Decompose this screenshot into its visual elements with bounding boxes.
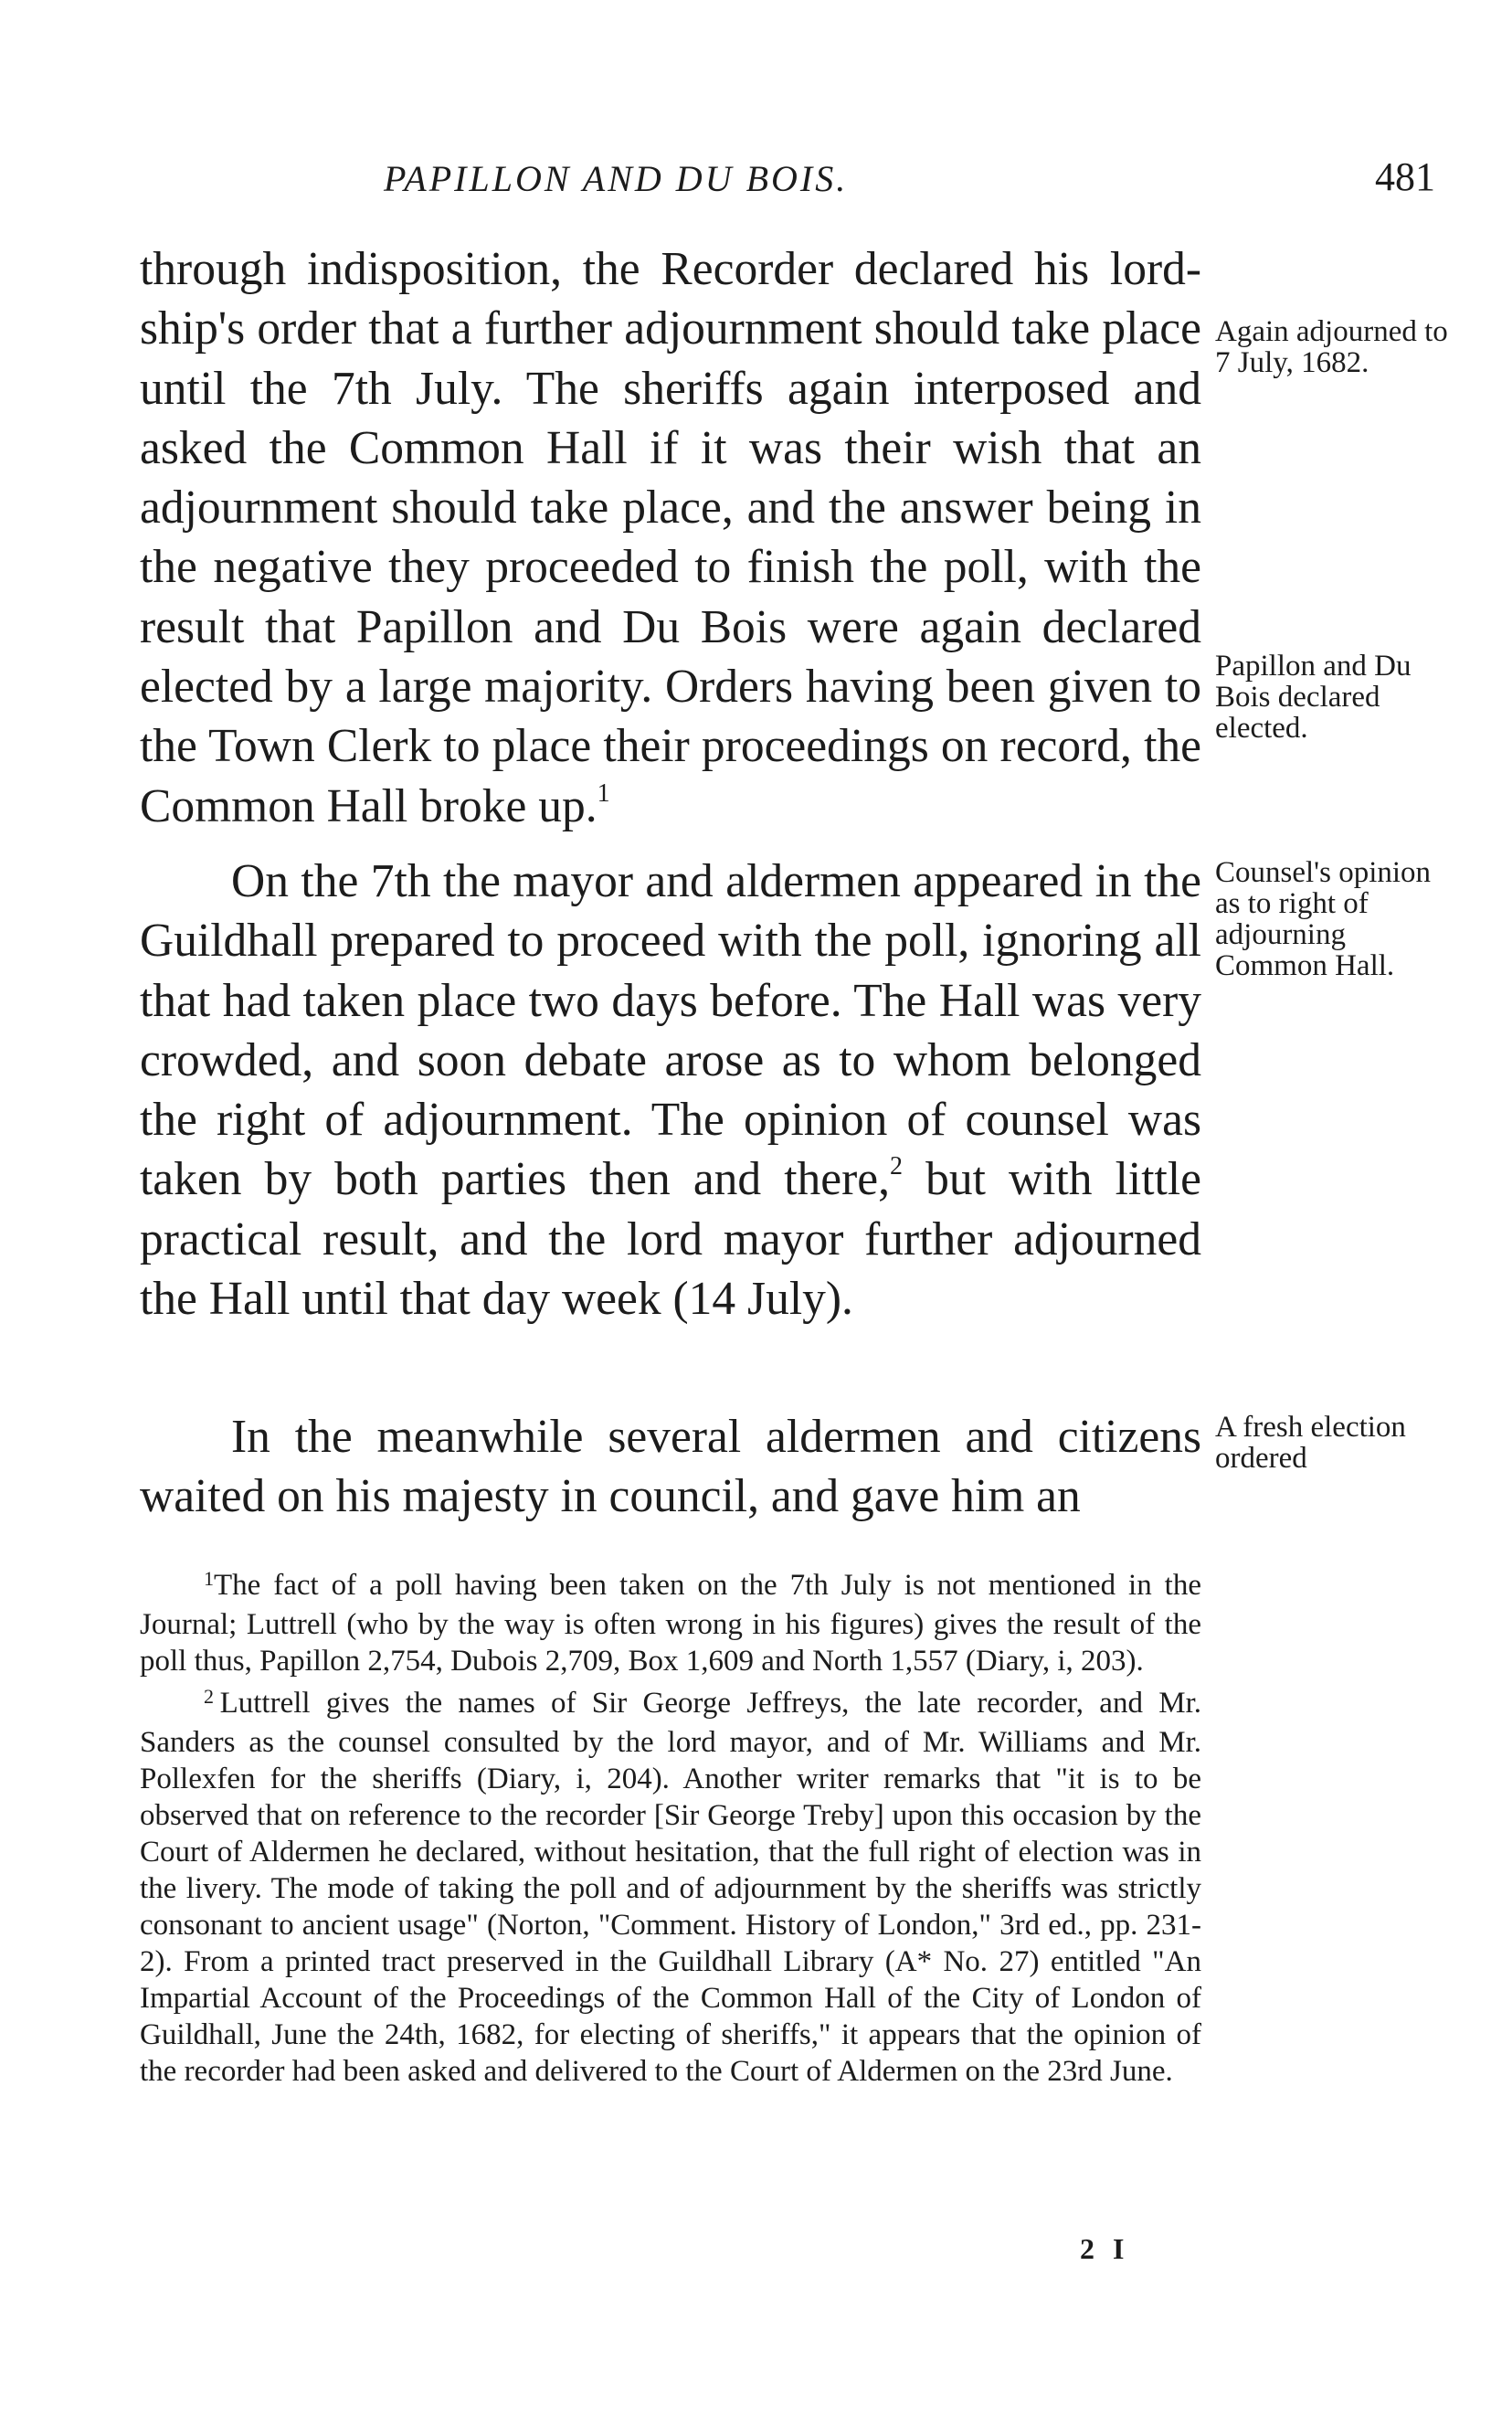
paragraph-text: In the meanwhile several aldermen and citizens waited on his majesty in council, and gave him an (140, 1411, 1201, 1523)
footnote-text: The fact of a poll having been taken on the 7th July is not mentioned in the Journal; Luttrell (who by the way is often wrong in his figures) gives the result of the poll thus, Papillon 2,754, Dubois 2,709, Box 1,609 and North 1,557 (Diary, i, 203). (140, 1569, 1201, 1678)
footnote-2 (140, 1685, 1201, 2090)
body-paragraph-3 (140, 1407, 1201, 1527)
paragraph-text: On the 7th the mayor and aldermen appeared in the Guildhall prepared to proceed with the poll, ignoring all that had taken place two days before. The Hall was very crowded, and soon debate arose as to whom belonged the right of adjournment. The opinion of counsel was taken by both parties then and there, (140, 855, 1201, 1206)
footnote-1 (140, 1567, 1201, 1679)
side-note-adjourned: Again adjourned to 7 July, 1682. (1215, 315, 1448, 379)
footnote-marker: 2 (204, 1685, 214, 1708)
body-paragraph-1 (140, 239, 1201, 836)
footnote-marker: 1 (204, 1567, 214, 1590)
side-note-fresh-election: A fresh election ordered (1215, 1411, 1406, 1475)
running-head: PAPILLON AND DU BOIS. (384, 158, 849, 199)
footnote-ref: 1 (597, 778, 610, 808)
side-note-declared-elected: Papillon and Du Bois declared elected. (1215, 650, 1412, 745)
body-paragraph-2 (140, 852, 1201, 1329)
side-note-counsel-opinion: Counsel's opinion as to right of adjourning Common Hall. (1215, 856, 1432, 982)
paragraph-text-continued: but with little practical result, and the lord mayor further adjourned the Hall until that day week (14 July). (140, 1153, 1201, 1326)
page-number: 481 (1375, 154, 1435, 199)
signature-mark: 2 I (1080, 2232, 1130, 2265)
paragraph-text: through indisposition, the Recorder declared his lord-ship's order that a further adjournment should take place until the 7th July. The sheriffs again interposed and asked the Common Hall if it was their wish that an adjournment should take place, and the answer being in the negative they proceeded to finish the poll, with the result that Papillon and Du Bois were again declared elected by a large majority. Orders having been given to the Town Clerk to place their proceedings on record, the Common Hall broke up. (140, 243, 1201, 832)
footnote-ref: 2 (890, 1152, 904, 1181)
footnotes (140, 1567, 1201, 2095)
footnote-text: Luttrell gives the names of Sir George Jeffreys, the late recorder, and Mr. Sanders as the counsel consulted by the lord mayor, and of Mr. Williams and Mr. Pollexfen for the sheriffs (Diary, i, 204). Another writer remarks that "it is to be observed that on reference to the recorder [Sir George Treby] upon this occasion by the Court of Aldermen he declared, without hesitation, that the full right of election was in the livery. The mode of taking the poll and of adjournment by the sheriffs was strictly consonant to ancient usage" (Norton, "Comment. History of London," 3rd ed., pp. 231-2). From a printed tract preserved in the Guildhall Library (A* No. 27) entitled "An Impartial Account of the Proceedings of the Common Hall of the City of London of Guildhall, June the 24th, 1682, for electing of sheriffs," it appears that the opinion of the recorder had been asked and delivered to the Court of Aldermen on the 23rd June. (140, 1687, 1201, 2088)
